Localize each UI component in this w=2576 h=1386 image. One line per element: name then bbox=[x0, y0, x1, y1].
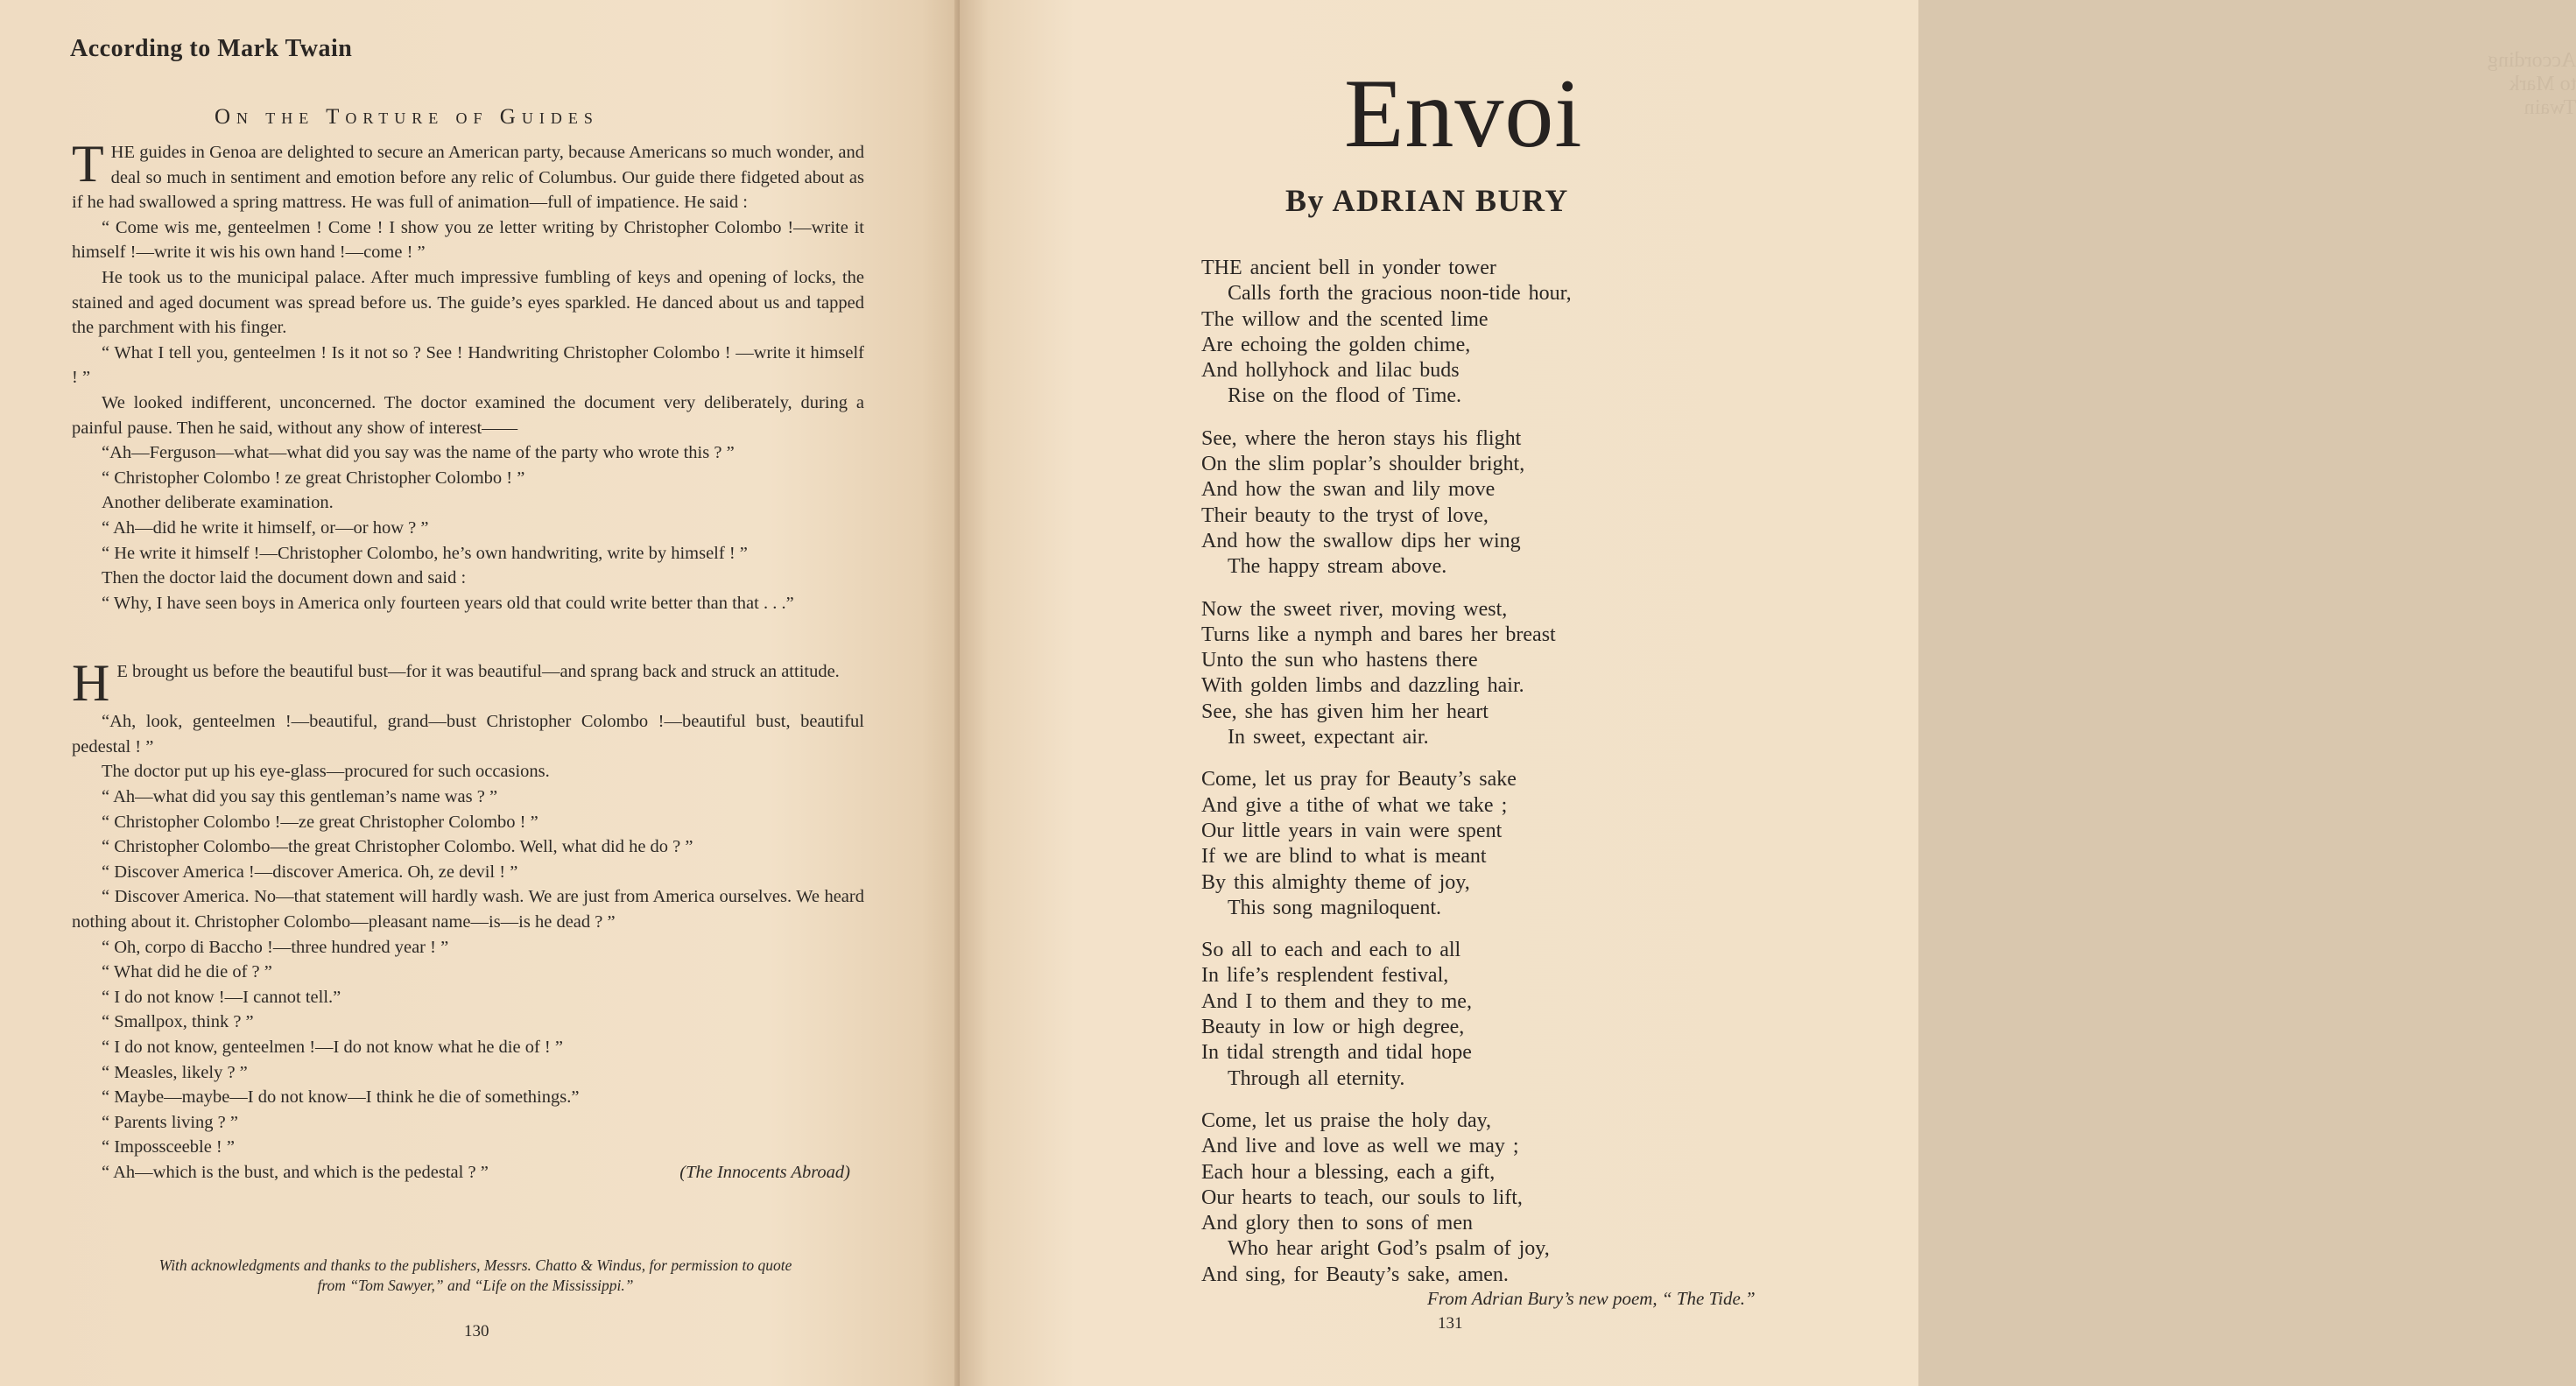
poem-title: Envoi bbox=[1344, 60, 1583, 168]
acknowledgment bbox=[77, 1256, 874, 1296]
stanza bbox=[1201, 1108, 1744, 1288]
opening-text: HE guides in Genoa are delighted to secure an American party, because Americans so much wonder, and deal so much in sentiment and emotion before any relic of Columbus. Our guide there fidgeted about as if he had swallowed a spring mattress. He was full of animation—full of impatience. He said : bbox=[72, 143, 864, 213]
paragraph: The doctor put up his eye-glass—procured for such occasions. bbox=[102, 762, 550, 782]
poem-line: Come, let us pray for Beauty’s sake bbox=[1201, 768, 1517, 791]
paragraph: “ Why, I have seen boys in America only fourteen years old that could write better than that . . .” bbox=[102, 593, 794, 613]
drop-cap: H bbox=[72, 654, 110, 713]
stanza bbox=[1201, 426, 1744, 580]
opening-paragraph bbox=[72, 135, 864, 215]
poem-byline: By ADRIAN BURY bbox=[1285, 183, 1569, 218]
paragraph: “ What did he die of ? ” bbox=[102, 962, 272, 982]
poem-line: Our hearts to teach, our souls to lift, bbox=[1201, 1185, 1523, 1209]
article-body bbox=[72, 135, 864, 1185]
paragraph: He took us to the municipal palace. After much impressive fumbling of keys and opening of locks, the stained and aged document was spread before us. The guide’s eyes sparkled. He danced about us and tapped the parchment with his finger. bbox=[72, 267, 864, 338]
poem-line: And how the swallow dips her wing bbox=[1201, 529, 1521, 552]
poem-line: Their beauty to the tryst of love, bbox=[1201, 503, 1489, 527]
paragraph: “ Ah—did he write it himself, or—or how ? ” bbox=[102, 517, 429, 538]
poem-line: Our little years in vain were spent bbox=[1201, 819, 1503, 842]
poem-line: Calls forth the gracious noon-tide hour, bbox=[1228, 282, 1572, 306]
part1-paragraphs bbox=[72, 215, 864, 616]
poem-line: THE ancient bell in yonder tower bbox=[1201, 257, 1496, 279]
stanza bbox=[1201, 597, 1744, 751]
paragraph: “ What I tell you, genteelmen ! Is it not so ? See ! Handwriting Christopher Colombo ! —write it himself ! ” bbox=[72, 342, 864, 388]
paragraph: “ Smallpox, think ? ” bbox=[102, 1012, 254, 1032]
poem-line: With golden limbs and dazzling hair. bbox=[1201, 674, 1524, 698]
closing-quote: “ Ah—which is the bust, and which is the pedestal ? ” bbox=[102, 1162, 489, 1182]
poem-source: From Adrian Bury’s new poem, “ The Tide.” bbox=[1427, 1288, 1756, 1309]
paragraph: “ Impossceeble ! ” bbox=[102, 1137, 235, 1157]
poem-line: Are echoing the golden chime, bbox=[1201, 333, 1471, 356]
paragraph: “ Parents living ? ” bbox=[102, 1112, 238, 1132]
poem-line: Who hear aright God’s psalm of joy, bbox=[1228, 1237, 1550, 1261]
paragraph: “ Discover America. No—that statement will hardly wash. We are just from America ourselves. We heard nothing about it. Christopher Colombo—pleasant name—is—is he dead ? ” bbox=[72, 887, 864, 932]
poem-line: The willow and the scented lime bbox=[1201, 307, 1489, 331]
paragraph: “ Discover America !—discover America. Oh, ze devil ! ” bbox=[102, 862, 518, 882]
acknowledgment-line: from “Tom Sawyer,” and “Life on the Mississippi.” bbox=[317, 1277, 634, 1294]
poem-line: And glory then to sons of men bbox=[1201, 1212, 1473, 1235]
section-break bbox=[72, 616, 864, 659]
paragraph: “ Christopher Colombo—the great Christopher Colombo. Well, what did he do ? ” bbox=[102, 837, 693, 857]
poem-line: Rise on the flood of Time. bbox=[1228, 384, 1462, 408]
paragraph: “ He write it himself !—Christopher Colombo, he’s own handwriting, write by himself ! ” bbox=[102, 543, 748, 563]
poem-line: By this almighty theme of joy, bbox=[1201, 870, 1470, 894]
left-page bbox=[0, 0, 960, 1386]
paragraph: “ I do not know !—I cannot tell.” bbox=[102, 987, 341, 1007]
part2-paragraphs bbox=[72, 709, 864, 1160]
paragraph: “ Oh, corpo di Baccho !—three hundred year ! ” bbox=[102, 937, 449, 957]
poem-line: Turns like a nymph and bares her breast bbox=[1201, 623, 1556, 646]
paragraph: We looked indifferent, unconcerned. The doctor examined the document very deliberately, during a painful pause. Then he said, without any show of interest—— bbox=[72, 392, 864, 438]
paragraph: “ Christopher Colombo ! ze great Christopher Colombo ! ” bbox=[102, 468, 525, 488]
poem-line: See, where the heron stays his flight bbox=[1201, 426, 1522, 450]
second-opening-text: E brought us before the beautiful bust—for it was beautiful—and sprang back and struck an attitude. bbox=[116, 662, 840, 682]
poem-body bbox=[1201, 256, 1744, 1305]
poem-line: Each hour a blessing, each a gift, bbox=[1201, 1160, 1496, 1184]
poem-line: And sing, for Beauty’s sake, amen. bbox=[1201, 1263, 1509, 1286]
poem-line: In sweet, expectant air. bbox=[1228, 726, 1429, 749]
poem-line: Through all eternity. bbox=[1228, 1066, 1405, 1090]
section-title: On the Torture of Guides bbox=[215, 105, 599, 129]
acknowledgment-line: With acknowledgments and thanks to the publishers, Messrs. Chatto & Windus, for permission to quote bbox=[158, 1256, 792, 1274]
running-head: According to Mark Twain bbox=[70, 35, 353, 62]
drop-cap: T bbox=[72, 135, 104, 193]
poem-line: So all to each and each to all bbox=[1201, 939, 1461, 962]
paragraph: “ Come wis me, genteelmen ! Come ! I show you ze letter writing by Christopher Colombo !—write it himself !—write it wis his own hand !—come ! ” bbox=[72, 217, 864, 263]
bleed-through-text: According to Mark Twain bbox=[2488, 49, 2576, 119]
paragraph: “ Measles, likely ? ” bbox=[102, 1062, 248, 1082]
second-opening-paragraph bbox=[72, 654, 864, 713]
poem-line: And live and love as well we may ; bbox=[1201, 1135, 1519, 1158]
poem-line: Beauty in low or high degree, bbox=[1201, 1016, 1465, 1039]
poem-line: And how the swan and lily move bbox=[1201, 478, 1496, 502]
poem-line: And hollyhock and lilac buds bbox=[1201, 359, 1460, 383]
poem-line: And give a tithe of what we take ; bbox=[1201, 793, 1508, 817]
paragraph: “ Ah—what did you say this gentleman’s name was ? ” bbox=[102, 787, 498, 807]
stanza bbox=[1201, 256, 1744, 410]
paragraph: “ Maybe—maybe—I do not know—I think he die of somethings.” bbox=[102, 1087, 580, 1108]
paragraph: “Ah, look, genteelmen !—beautiful, grand—bust Christopher Colombo !—beautiful bust, beautiful pedestal ! ” bbox=[72, 712, 864, 756]
poem-line: If we are blind to what is meant bbox=[1201, 845, 1487, 869]
page-number: 131 bbox=[1438, 1314, 1463, 1333]
poem-line: The happy stream above. bbox=[1228, 555, 1447, 579]
poem-line: On the slim poplar’s shoulder bright, bbox=[1201, 453, 1525, 476]
source-citation: (The Innocents Abroad) bbox=[679, 1162, 850, 1182]
poem-line: See, she has given him her heart bbox=[1201, 700, 1489, 723]
poem-line: Unto the sun who hastens there bbox=[1201, 649, 1478, 672]
poem-line: Now the sweet river, moving west, bbox=[1201, 597, 1508, 621]
closing-quote-row bbox=[72, 1160, 864, 1185]
poem-line: Come, let us praise the holy day, bbox=[1201, 1108, 1492, 1132]
poem-line: In tidal strength and tidal hope bbox=[1201, 1041, 1472, 1065]
paragraph: “ Christopher Colombo !—ze great Christopher Colombo ! ” bbox=[102, 812, 538, 832]
paragraph: Then the doctor laid the document down and said : bbox=[102, 568, 467, 588]
poem-line: This song magniloquent. bbox=[1228, 896, 1441, 919]
paragraph: Another deliberate examination. bbox=[102, 493, 334, 513]
stanza bbox=[1201, 767, 1744, 921]
stanza bbox=[1201, 938, 1744, 1092]
paragraph: “ I do not know, genteelmen !—I do not know what he die of ! ” bbox=[102, 1038, 563, 1057]
poem-line: In life’s resplendent festival, bbox=[1201, 964, 1449, 988]
paragraph: “Ah—Ferguson—what—what did you say was the name of the party who wrote this ? ” bbox=[102, 443, 735, 463]
page-number: 130 bbox=[464, 1322, 489, 1340]
poem-line: And I to them and they to me, bbox=[1201, 989, 1472, 1013]
